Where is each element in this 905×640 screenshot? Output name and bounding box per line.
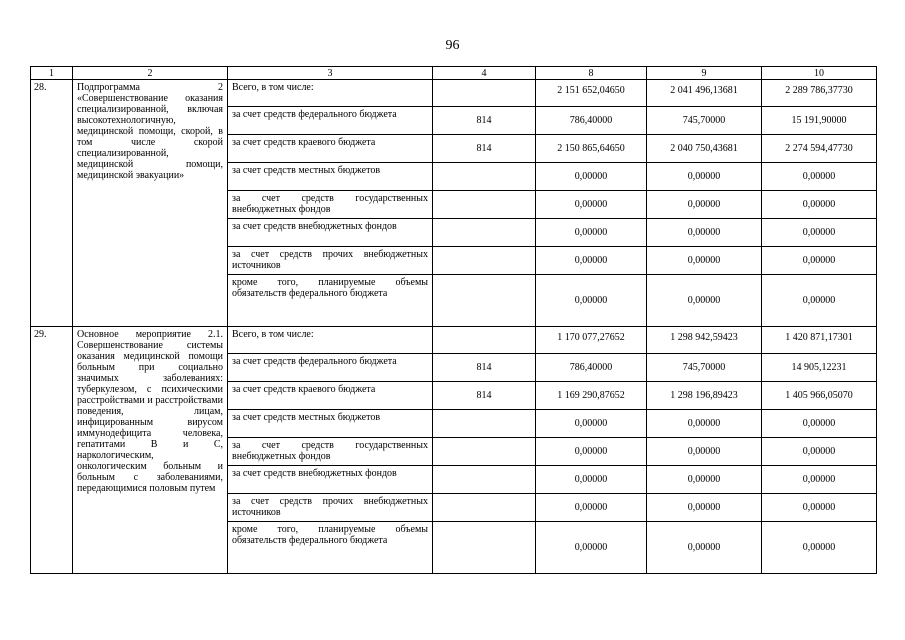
amount-col-10: 0,00000 [762,275,877,327]
budget-code [433,247,536,275]
budget-code: 814 [433,135,536,163]
budget-code [433,410,536,438]
amount-col-9: 2 040 750,43681 [647,135,762,163]
amount-col-8: 0,00000 [536,275,647,327]
amount-col-9: 0,00000 [647,163,762,191]
budget-table [30,66,877,574]
budget-code: 814 [433,382,536,410]
amount-col-9: 0,00000 [647,275,762,327]
funding-source-label: кроме того, планируемые объемы обязательств федерального бюджета [228,275,433,327]
amount-col-8: 1 169 290,87652 [536,382,647,410]
amount-col-9: 0,00000 [647,247,762,275]
amount-col-9: 0,00000 [647,438,762,466]
budget-code [433,522,536,574]
amount-col-10: 0,00000 [762,494,877,522]
funding-source-label: за счет средств прочих внебюджетных источников [228,247,433,275]
funding-source-label: за счет средств государственных внебюджетных фондов [228,438,433,466]
header-col-4: 4 [433,67,536,80]
page-number: 96 [445,38,460,53]
amount-col-10: 0,00000 [762,163,877,191]
amount-col-8: 0,00000 [536,438,647,466]
amount-col-9: 745,70000 [647,107,762,135]
funding-source-label: Всего, в том числе: [228,327,433,354]
budget-code: 814 [433,354,536,382]
amount-col-10: 0,00000 [762,219,877,247]
funding-source-label: за счет средств местных бюджетов [228,410,433,438]
amount-col-10: 0,00000 [762,438,877,466]
funding-source-label: Всего, в том числе: [228,80,433,107]
header-col-10: 10 [762,67,877,80]
amount-col-8: 0,00000 [536,410,647,438]
program-name: Подпрограмма 2 «Совершенствование оказания специализированной, включая высокотехнологичную, медицинской помощи, скорой, в том числе скорой специализированной, медицинской помощи, медицинской эвакуации» [73,80,228,327]
amount-col-9: 1 298 196,89423 [647,382,762,410]
amount-col-10: 1 420 871,17301 [762,327,877,354]
amount-col-9: 0,00000 [647,494,762,522]
header-col-8: 8 [536,67,647,80]
budget-code [433,80,536,107]
amount-col-9: 0,00000 [647,410,762,438]
funding-source-label: за счет средств внебюджетных фондов [228,219,433,247]
table-row [31,327,877,354]
amount-col-10: 2 289 786,37730 [762,80,877,107]
amount-col-9: 1 298 942,59423 [647,327,762,354]
amount-col-10: 0,00000 [762,410,877,438]
amount-col-9: 0,00000 [647,466,762,494]
amount-col-9: 2 041 496,13681 [647,80,762,107]
amount-col-9: 745,70000 [647,354,762,382]
amount-col-10: 15 191,90000 [762,107,877,135]
budget-code [433,327,536,354]
header-col-2: 2 [73,67,228,80]
amount-col-8: 0,00000 [536,466,647,494]
budget-code [433,438,536,466]
budget-code [433,219,536,247]
funding-source-label: за счет средств местных бюджетов [228,163,433,191]
funding-source-label: за счет средств краевого бюджета [228,135,433,163]
budget-code [433,494,536,522]
amount-col-10: 1 405 966,05070 [762,382,877,410]
amount-col-8: 0,00000 [536,163,647,191]
header-col-1: 1 [31,67,73,80]
amount-col-9: 0,00000 [647,522,762,574]
header-col-9: 9 [647,67,762,80]
funding-source-label: за счет средств федерального бюджета [228,107,433,135]
table-row [31,80,877,107]
amount-col-10: 0,00000 [762,247,877,275]
amount-col-8: 0,00000 [536,522,647,574]
amount-col-10: 0,00000 [762,522,877,574]
amount-col-8: 0,00000 [536,219,647,247]
funding-source-label: за счет средств федерального бюджета [228,354,433,382]
amount-col-8: 0,00000 [536,494,647,522]
header-col-3: 3 [228,67,433,80]
funding-source-label: за счет средств внебюджетных фондов [228,466,433,494]
amount-col-9: 0,00000 [647,191,762,219]
row-number: 28. [31,80,73,327]
header-row [31,67,877,80]
funding-source-label: кроме того, планируемые объемы обязательств федерального бюджета [228,522,433,574]
program-name: Основное мероприятие 2.1. Совершенствование системы оказания медицинской помощи больным при социально значимых заболеваниях: туберкулезом, с психическими расстройствами и расстройствами поведения, лицам, инфицированным вирусом иммунодефицита человека, гепатитами B и C, наркологическим, онкологическим больным и больным с заболеваниями, передающимися половым путем [73,327,228,574]
funding-source-label: за счет средств государственных внебюджетных фондов [228,191,433,219]
budget-code [433,191,536,219]
amount-col-8: 786,40000 [536,354,647,382]
amount-col-8: 0,00000 [536,191,647,219]
amount-col-8: 1 170 077,27652 [536,327,647,354]
amount-col-10: 0,00000 [762,191,877,219]
amount-col-10: 2 274 594,47730 [762,135,877,163]
amount-col-8: 2 150 865,64650 [536,135,647,163]
amount-col-9: 0,00000 [647,219,762,247]
funding-source-label: за счет средств краевого бюджета [228,382,433,410]
funding-source-label: за счет средств прочих внебюджетных источников [228,494,433,522]
amount-col-8: 2 151 652,04650 [536,80,647,107]
budget-code [433,466,536,494]
row-number: 29. [31,327,73,574]
amount-col-8: 0,00000 [536,247,647,275]
amount-col-10: 0,00000 [762,466,877,494]
budget-code [433,163,536,191]
amount-col-8: 786,40000 [536,107,647,135]
amount-col-10: 14 905,12231 [762,354,877,382]
budget-code: 814 [433,107,536,135]
budget-code [433,275,536,327]
